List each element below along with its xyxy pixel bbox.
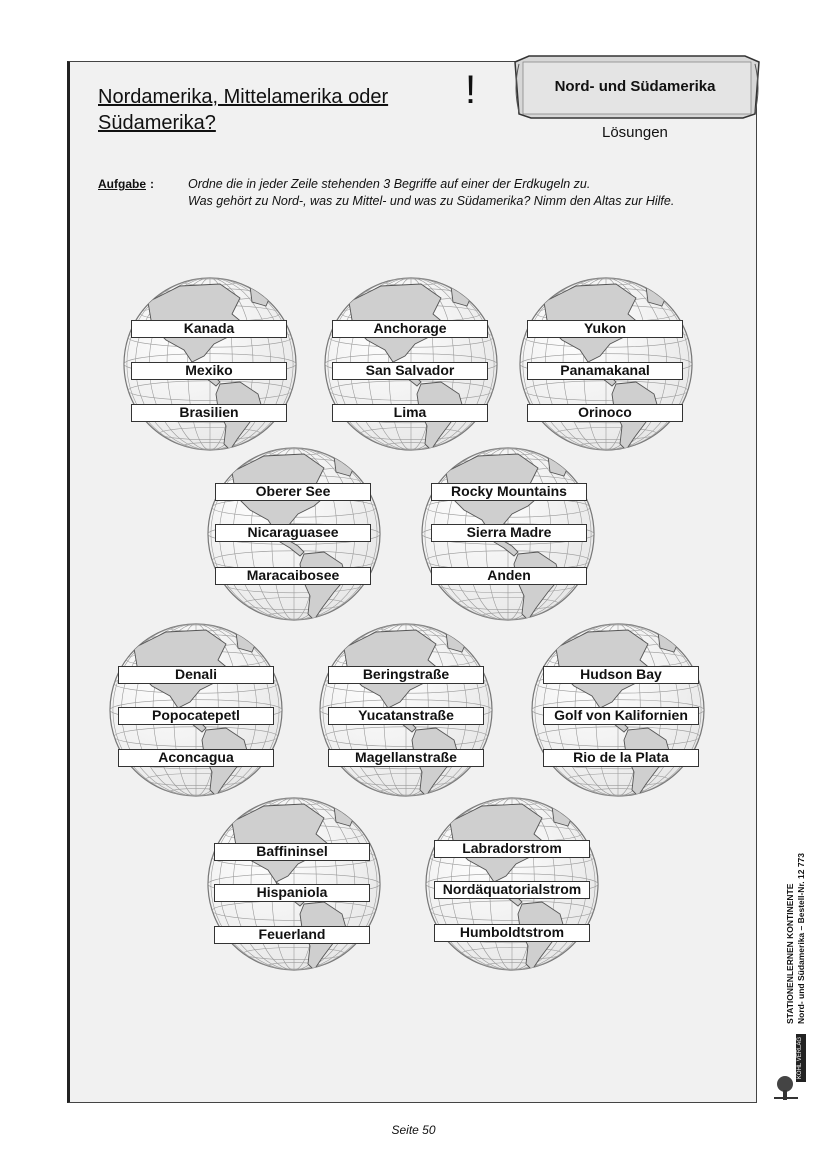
- term-label: Sierra Madre: [431, 524, 587, 542]
- title-line-1: Nordamerika, Mittelamerika oder: [98, 86, 389, 108]
- publisher-name: KOHL VERLAG: [797, 1036, 803, 1080]
- task-label: Aufgabe: [98, 177, 146, 191]
- title-line-2: Südamerika?: [98, 112, 216, 134]
- term-label: San Salvador: [332, 362, 488, 380]
- term-label: Yukon: [527, 320, 683, 338]
- term-label: Denali: [118, 666, 274, 684]
- term-label: Nicaraguasee: [215, 524, 371, 542]
- exclamation-icon: !: [465, 68, 477, 112]
- task-line-2: Was gehört zu Nord-, was zu Mittel- und was zu Südamerika? Nimm den Altas zur Hilfe.: [188, 194, 675, 208]
- series-subtitle: Nord- und Südamerika – Bestell-Nr. 12 773: [796, 852, 806, 1024]
- series-info: [785, 853, 807, 1024]
- banner-label: Nord- und Südamerika: [554, 78, 716, 95]
- term-label: Panamakanal: [527, 362, 683, 380]
- page-number: Seite 50: [391, 1123, 436, 1137]
- term-label: Anchorage: [332, 320, 488, 338]
- term-label: Oberer See: [215, 483, 371, 501]
- term-label: Humboldtstrom: [434, 924, 590, 942]
- task-colon: :: [150, 177, 154, 191]
- term-label: Maracaibosee: [215, 567, 371, 585]
- term-label: Golf von Kalifornien: [543, 707, 699, 725]
- term-label: Nordäquatorialstrom: [434, 881, 590, 899]
- page-title: [98, 84, 428, 136]
- term-label: Hudson Bay: [543, 666, 699, 684]
- term-label: Baffininsel: [214, 843, 370, 861]
- term-label: Popocatepetl: [118, 707, 274, 725]
- term-label: Anden: [431, 567, 587, 585]
- term-label: Feuerland: [214, 926, 370, 944]
- term-label: Rio de la Plata: [543, 749, 699, 767]
- term-label: Lima: [332, 404, 488, 422]
- term-label: Hispaniola: [214, 884, 370, 902]
- series-title: STATIONENLERNEN KONTINENTE: [785, 883, 795, 1024]
- term-label: Yucatanstraße: [328, 707, 484, 725]
- term-label: Kanada: [131, 320, 287, 338]
- task-line-1: Ordne die in jeder Zeile stehenden 3 Begriffe auf einer der Erdkugeln zu.: [188, 177, 591, 191]
- solutions-label: Lösungen: [602, 124, 668, 141]
- term-label: Aconcagua: [118, 749, 274, 767]
- term-label: Rocky Mountains: [431, 483, 587, 501]
- term-label: Brasilien: [131, 404, 287, 422]
- term-label: Mexiko: [131, 362, 287, 380]
- worksheet-frame: [67, 61, 757, 1103]
- term-label: Labradorstrom: [434, 840, 590, 858]
- term-label: Beringstraße: [328, 666, 484, 684]
- term-label: Magellanstraße: [328, 749, 484, 767]
- term-label: Orinoco: [527, 404, 683, 422]
- publisher-logo: [770, 1032, 810, 1102]
